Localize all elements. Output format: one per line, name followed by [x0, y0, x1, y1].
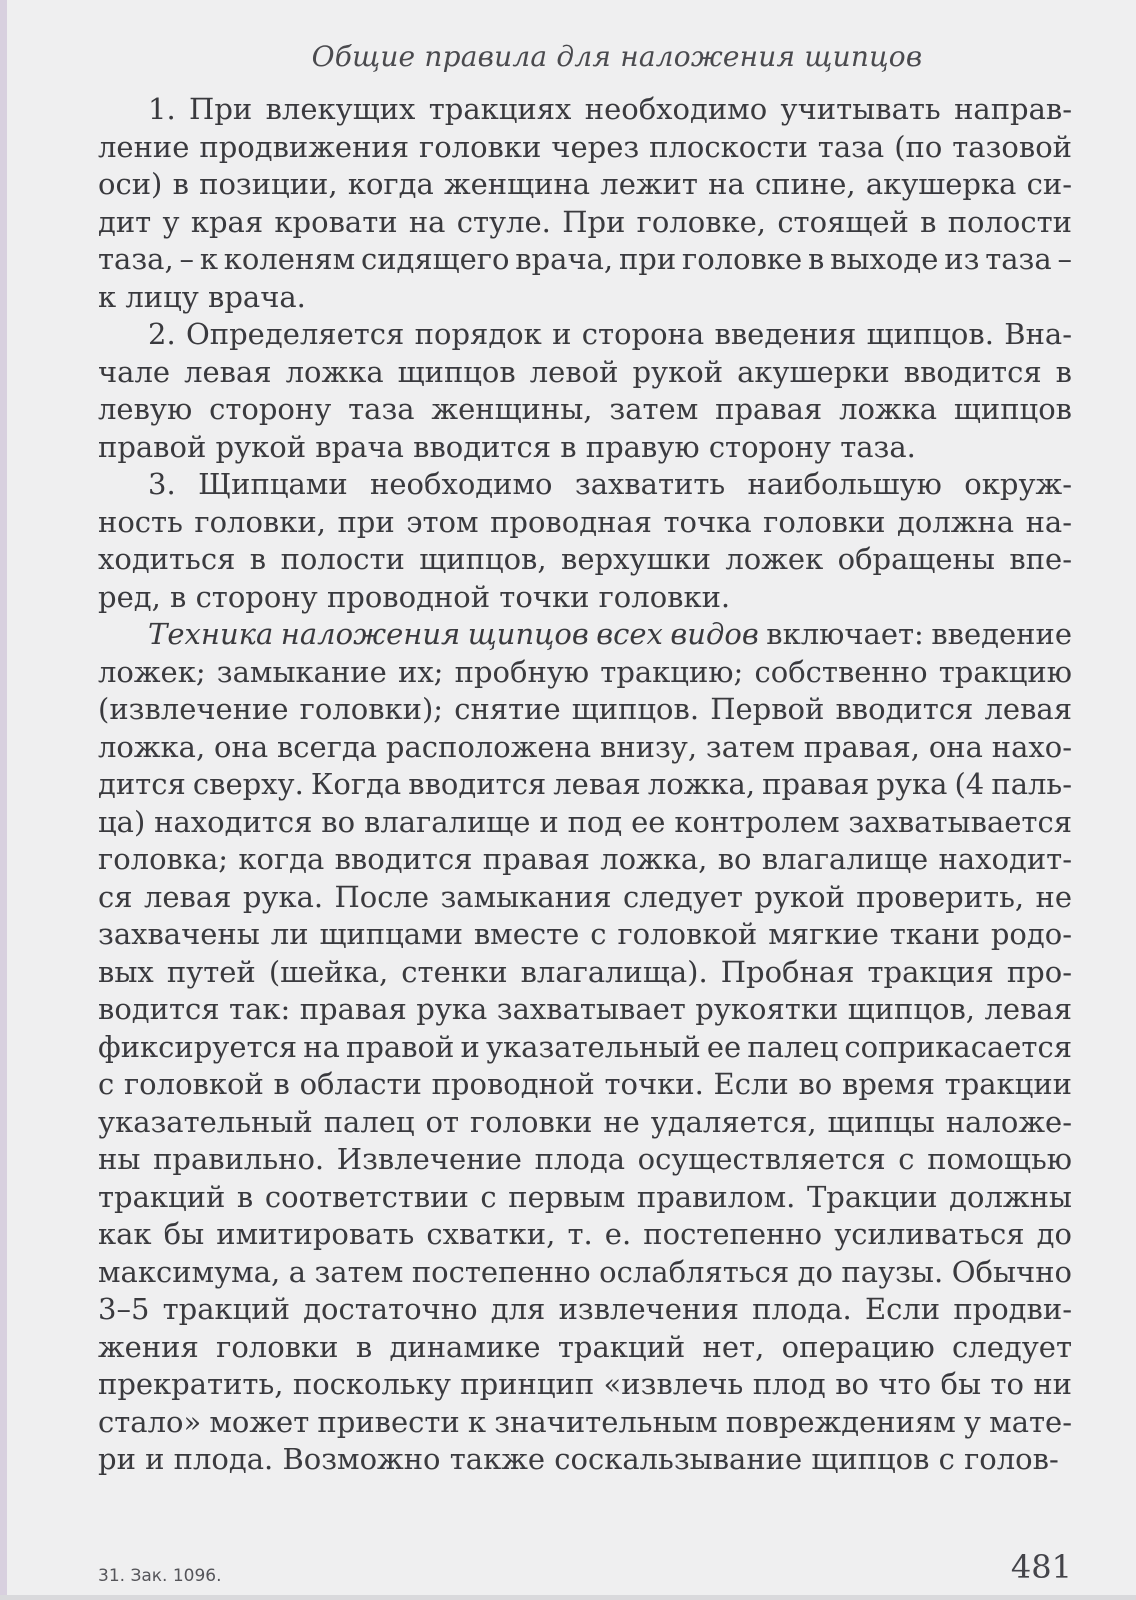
text-line-content [98, 690, 1072, 728]
text-line [98, 1253, 1072, 1291]
line-text: к лицу врача. [98, 279, 306, 314]
text-line-content [98, 428, 916, 466]
text-line-content [98, 878, 1072, 916]
text-line-content [98, 1328, 1072, 1366]
text-line [98, 953, 1072, 991]
text-line-content [148, 315, 1072, 353]
line-text: правой рукой врача вводится в правую сторону таза. [98, 429, 916, 464]
text-line-content [98, 765, 1072, 803]
text-line [98, 1290, 1072, 1328]
line-text: ность головки, при этом проводная точка головки должна на- [98, 504, 1072, 539]
text-line-content [98, 1403, 1072, 1441]
line-text: таза, – к коленям сидящего врача, при головке в выходе из таза – [98, 242, 1072, 276]
text-line-content [98, 278, 306, 316]
text-line-content [98, 1365, 1072, 1403]
line-text: ри и плода. Возможно также соскальзывание щипцов с голов- [98, 1442, 1059, 1476]
text-line [98, 728, 1072, 766]
line-text: ны правильно. Извлечение плода осуществляется с помощью [98, 1142, 1072, 1176]
line-text: ца) находится во влагалище и под ее контролем захватывается [98, 804, 1072, 839]
page-edge-bottom [0, 1595, 1136, 1600]
text-line-content [98, 1178, 1072, 1216]
text-line-content [98, 540, 1072, 578]
line-text: указательный палец от головки не удаляется, щипцы наложе- [98, 1104, 1072, 1139]
line-text: оси) в позиции, когда женщина лежит на спине, акушерка си- [98, 167, 1072, 201]
text-line-content [98, 1065, 1072, 1103]
line-text: включает: введение [758, 617, 1072, 651]
line-text: ходиться в полости щипцов, верхушки ложек обращены впе- [98, 542, 1072, 576]
text-line [98, 1215, 1072, 1253]
italic-lead: Техника наложения щипцов всех видов [148, 617, 759, 651]
line-text: ложка, она всегда расположена внизу, затем правая, она нахо- [98, 729, 1072, 764]
text-line [98, 353, 1072, 391]
text-line [98, 390, 1072, 428]
line-text: как бы имитировать схватки, т. е. постепенно усиливаться до [98, 1217, 1072, 1251]
text-line [98, 503, 1072, 541]
text-line [98, 1365, 1072, 1403]
line-text: прекратить, поскольку принцип «извлечь плод во что бы то ни [98, 1367, 1072, 1401]
text-line [98, 915, 1072, 953]
line-text: 1. При влекущих тракциях необходимо учитывать направ- [148, 92, 1072, 126]
line-text: 2. Определяется порядок и сторона введения щипцов. Вна- [148, 317, 1072, 351]
line-text: 3–5 тракций достаточно для извлечения плода. Если продви- [98, 1292, 1072, 1326]
text-line-content [98, 1440, 1059, 1478]
page-edge [0, 0, 7, 1600]
text-line [98, 1440, 1072, 1478]
text-line-content [98, 1215, 1072, 1253]
line-text: ред, в сторону проводной точки головки. [98, 579, 731, 614]
text-line-content [98, 128, 1072, 166]
text-line [98, 1065, 1072, 1103]
text-line [98, 165, 1072, 203]
line-text: фиксируется на правой и указательный ее палец соприкасается [98, 1029, 1072, 1064]
text-line-content [98, 653, 1072, 691]
text-line-content [98, 803, 1072, 841]
text-line [98, 1028, 1072, 1066]
text-line [98, 578, 1072, 616]
line-text: дит у края кровати на стуле. При головке, стоящей в полости [98, 204, 1072, 239]
line-text: ложек; замыкание их; пробную тракцию; собственно тракцию [98, 654, 1072, 689]
text-line [98, 1328, 1072, 1366]
line-text: с головкой в области проводной точки. Если во время тракции [98, 1067, 1072, 1101]
line-text: захвачены ли щипцами вместе с головкой мягкие ткани родо- [98, 917, 1072, 951]
text-line-content [98, 1028, 1072, 1066]
text-line [148, 615, 1072, 653]
text-line [98, 653, 1072, 691]
text-line [98, 1103, 1072, 1141]
text-line-content [148, 465, 1072, 503]
text-line-content [148, 615, 1072, 653]
text-line [98, 990, 1072, 1028]
line-text: тракций в соответствии с первым правилом. Тракции должны [98, 1179, 1072, 1214]
text-line-content [98, 840, 1072, 878]
line-text: (извлечение головки); снятие щипцов. Первой вводится левая [98, 692, 1072, 726]
text-line [98, 278, 1072, 316]
section-heading: Общие правила для наложения щипцов [311, 40, 923, 73]
text-line [98, 428, 1072, 466]
page-number: 481 [1010, 1548, 1072, 1586]
text-line [98, 1403, 1072, 1441]
text-line [98, 690, 1072, 728]
text-line-content [98, 1253, 1072, 1291]
text-line-content [98, 728, 1072, 766]
text-line-content [98, 240, 1072, 278]
text-line-content [98, 915, 1072, 953]
text-line-content [148, 90, 1072, 128]
line-text: 3. Щипцами необходимо захватить наибольшую окруж- [148, 467, 1072, 501]
text-line [98, 803, 1072, 841]
line-text: головка; когда вводится правая ложка, во влагалище находит- [98, 842, 1072, 876]
text-line-content [98, 578, 730, 616]
text-line [98, 128, 1072, 166]
text-line-content [98, 503, 1072, 541]
text-line [98, 240, 1072, 278]
text-line-content [98, 353, 1072, 391]
printer-signature: 31. Зак. 1096. [98, 1566, 222, 1586]
line-text: водится так: правая рука захватывает рукоятки щипцов, левая [98, 992, 1072, 1026]
text-line-content [98, 990, 1072, 1028]
text-line [148, 315, 1072, 353]
line-text: левую сторону таза женщины, затем правая ложка щипцов [98, 392, 1072, 426]
text-line [98, 765, 1072, 803]
line-text: дится сверху. Когда вводится левая ложка, правая рука (4 паль- [98, 767, 1072, 801]
text-line-content [98, 390, 1072, 428]
text-line-content [98, 1290, 1072, 1328]
text-line-content [98, 953, 1072, 991]
text-line-content [98, 1103, 1072, 1141]
line-text: ся левая рука. После замыкания следует рукой проверить, не [98, 879, 1072, 914]
text-line [98, 540, 1072, 578]
text-line [148, 465, 1072, 503]
text-line [98, 1140, 1072, 1178]
line-text: максимума, а затем постепенно ослабляться до паузы. Обычно [98, 1254, 1072, 1289]
line-text: чале левая ложка щипцов левой рукой акушерки вводится в [98, 354, 1072, 389]
text-line-content [98, 203, 1072, 241]
line-text: стало» может привести к значительным повреждениям у мате- [98, 1404, 1072, 1439]
text-line [148, 90, 1072, 128]
text-line-content [98, 1140, 1072, 1178]
text-line [98, 840, 1072, 878]
line-text: жения головки в динамике тракций нет, операцию следует [98, 1329, 1072, 1364]
line-text: ление продвижения головки через плоскости таза (по тазовой [98, 129, 1072, 164]
text-line [98, 878, 1072, 916]
text-line [98, 203, 1072, 241]
text-line [98, 1178, 1072, 1216]
line-text: вых путей (шейка, стенки влагалища). Пробная тракция про- [98, 954, 1072, 989]
text-line-content [98, 165, 1072, 203]
